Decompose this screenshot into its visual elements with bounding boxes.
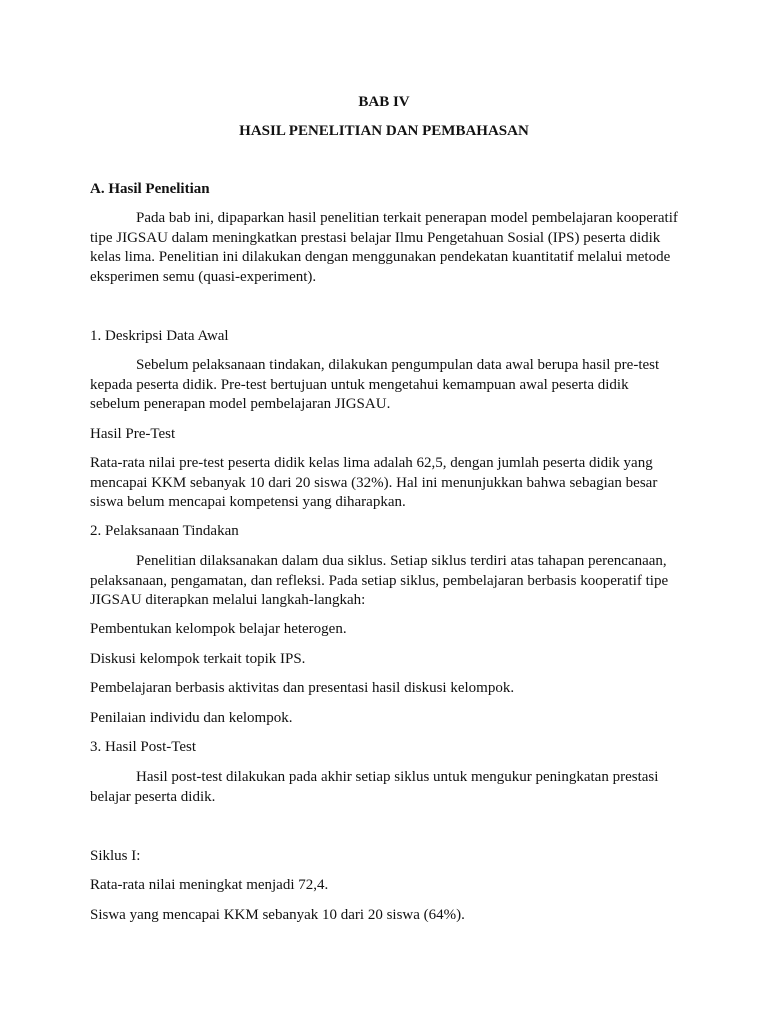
step-item: Pembentukan kelompok belajar heterogen. (90, 621, 347, 637)
section-1-heading: 1. Deskripsi Data Awal (90, 328, 229, 344)
cycle-line: Rata-rata nilai meningkat menjadi 72,4. (90, 877, 329, 893)
section-a-heading: A. Hasil Penelitian (90, 181, 210, 197)
section-2-paragraph: Penelitian dilaksanakan dalam dua siklus. Setiap siklus terdiri atas tahapan perencanaan, pelaksanaan, pengamatan, dan refleksi. Pada setiap siklus, pembelajaran berbasis kooperatif tipe JIGSAU diterapkan melalui langkah-langkah: (90, 553, 669, 608)
cycle-label: Siklus I: (90, 848, 141, 864)
cycle-line: Siswa yang mencapai KKM sebanyak 10 dari 20 siswa (64%). (90, 907, 465, 923)
section-3-heading: 3. Hasil Post-Test (90, 739, 197, 755)
chapter-title: HASIL PENELITIAN DAN PEMBAHASAN (239, 123, 529, 139)
pretest-subheading: Hasil Pre-Test (90, 426, 176, 442)
chapter-number: BAB IV (358, 94, 410, 110)
section-a-intro-paragraph: Pada bab ini, dipaparkan hasil penelitian terkait penerapan model pembelajaran kooperatif tipe JIGSAU dalam meningkatkan prestasi belajar Ilmu Pengetahuan Sosial (IPS) peserta didik kelas lima. Penelitian ini dilakukan dengan menggunakan pendekatan kuantitatif melalui metode eksperimen semu (quasi-experiment). (90, 210, 678, 285)
section-1-paragraph: Sebelum pelaksanaan tindakan, dilakukan pengumpulan data awal berupa hasil pre-test kepada peserta didik. Pre-test bertujuan untuk mengetahui kemampuan awal peserta didik sebelum penerapan model pembelajaran JIGSAU. (90, 357, 660, 412)
section-3-paragraph: Hasil post-test dilakukan pada akhir setiap siklus untuk mengukur peningkatan prestasi belajar peserta didik. (90, 769, 659, 805)
step-item: Pembelajaran berbasis aktivitas dan presentasi hasil diskusi kelompok. (90, 680, 515, 696)
step-item: Diskusi kelompok terkait topik IPS. (90, 651, 306, 667)
pretest-result-paragraph: Rata-rata nilai pre-test peserta didik kelas lima adalah 62,5, dengan jumlah peserta didik yang mencapai KKM sebanyak 10 dari 20 siswa (32%). Hal ini menunjukkan bahwa sebagian besar siswa belum mencapai kompetensi yang diharapkan. (90, 455, 658, 510)
step-item: Penilaian individu dan kelompok. (90, 710, 293, 726)
section-2-heading: 2. Pelaksanaan Tindakan (90, 523, 239, 539)
